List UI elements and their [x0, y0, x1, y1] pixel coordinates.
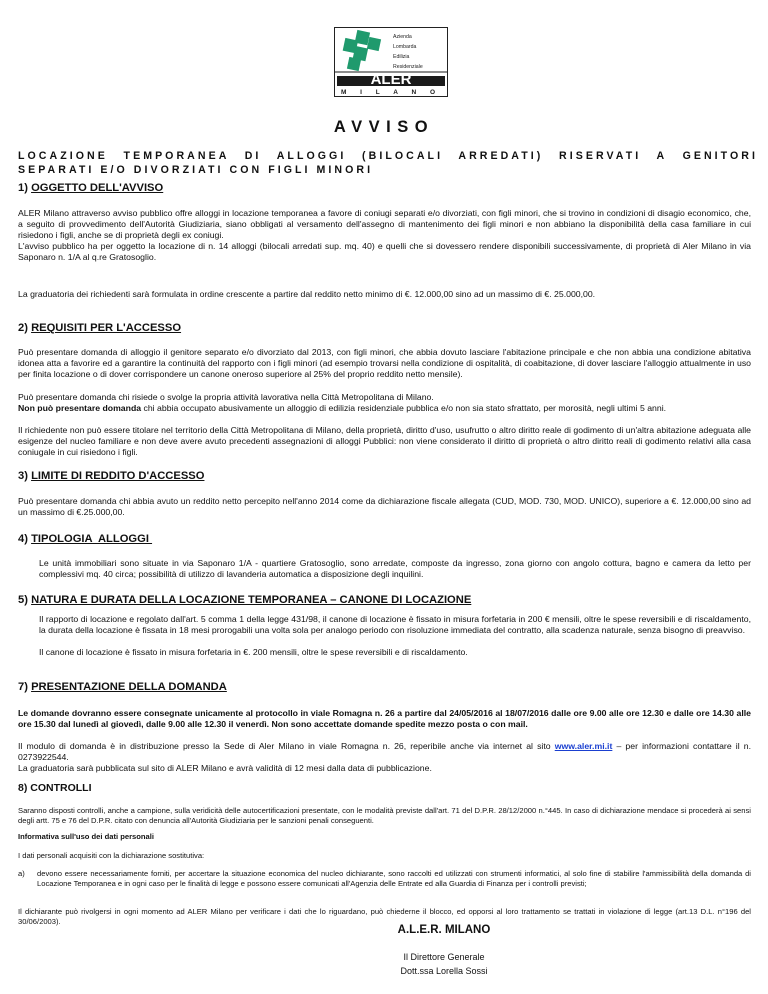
logo-line-3: Edilizia	[393, 54, 410, 60]
page-title: AVVISO	[333, 118, 435, 136]
section-4-title: TIPOLOGIA ALLOGGI	[31, 533, 153, 545]
logo-line-2: Lombarda	[393, 44, 417, 50]
section-8-title: CONTROLLI	[30, 782, 92, 794]
section-5-number: 5)	[18, 594, 28, 606]
section-7-paragraph-3: La graduatoria sarà pubblicata sul sito di ALER Milano e avrà validità di 12 mesi dalla data di pubblicazione.	[18, 763, 432, 773]
aler-logo	[334, 27, 448, 97]
section-2-paragraph-3-rest: chi abbia occupato abusivamente un alloggio di edilizia residenziale pubblica e/o non sia stato sfrattato, per morosità, negli ultimi 5 anni.	[141, 403, 667, 413]
signature-organization: A.L.E.R. MILANO	[397, 924, 491, 936]
section-8-number: 8)	[18, 782, 28, 794]
section-4-heading	[18, 533, 152, 545]
section-8-paragraph-2: I dati personali acquisiti con la dichiarazione sostitutiva:	[18, 851, 205, 860]
section-1-paragraph-2: L'avviso pubblico ha per oggetto la locazione di n. 14 alloggi (bilocali arredati sup. mq. 40) e quelli che si dovessero rendere disponibili successivamente, di proprietà di Aler Milano in via Saponaro n. 1/A al q.re Gratosoglio.	[18, 241, 751, 262]
signature-role: Il Direttore Generale	[403, 952, 485, 962]
section-2-title: REQUISITI PER L'ACCESSO	[31, 322, 182, 334]
section-5-paragraph-1: Il rapporto di locazione e regolato dall'art. 5 comma 1 della legge 431/98, il canone di locazione è fissato in misura forfetaria in 200 € mensili, oltre le spese reversibili e di riscaldamento, la durata della locazione è fissata in 18 mesi prorogabili una volta sola per analogo periodo con risoluzione immediata del contratto, alla scadenza naturale, senza bisogno di preavviso.	[39, 614, 751, 635]
section-7-paragraph-1-text: Le domande dovranno essere consegnate unicamente al protocollo in viale Romagna n. 26 a partire dal 24/05/2016 al 18/07/2016 dalle ore 9.00 alle ore 12.30 e dalle ore 14.30 alle ore 15.30 dal lunedì al giovedì, dalle 9.00 alle 12.30 il venerdì. Non sono accettate domande spedite mezzo posta o con mail.	[18, 708, 751, 729]
section-2-paragraph-2: Può presentare domanda chi risiede o svolge la propria attività lavorativa nella Città Metropolitana di Milano.	[18, 392, 434, 402]
logo-line-1: Azienda	[393, 34, 412, 40]
logo-line-4: Residenziale	[393, 64, 423, 70]
section-2-paragraph-4: Il richiedente non può essere titolare nel territorio della Città Metropolitana di Milano, della proprietà, diritto d'uso, usufrutto o altro diritto reale di godimento di un'altra abitazione adeguata alle esigenze del nucleo familiare e non deve avere avuto precedenti assegnazioni di alloggi Pubblici: non viene considerato il diritto di proprietà o altro diritto reali di godimento relativi alla casa coniugale in cui risiedono i figli.	[18, 425, 751, 457]
section-7-number: 7)	[18, 681, 28, 693]
section-2-paragraph-3	[18, 403, 751, 414]
section-8-list-item-a	[18, 869, 751, 889]
signature-name: Dott.ssa Lorella Sossi	[400, 966, 488, 976]
section-1-number: 1)	[18, 182, 28, 194]
list-item-a-text: devono essere necessariamente forniti, per accertare la situazione economica del nucleo dichiarante, sono raccolti ed utilizzati con strumenti informatici, al solo fine di stabilire l'ammissibilità della domanda di Locazione Temporanea e in ogni caso per le finalità di legge e possono essere comunicati all'Agenzia delle Entrate ed alla Guardia di Finanza per i controlli previsti;	[37, 869, 751, 888]
section-1-title: OGGETTO DELL'AVVISO	[31, 182, 164, 194]
section-2-paragraph-1: Può presentare domanda di alloggio il genitore separato e/o divorziato dal 2013, con figli minori, che abbia dovuto lasciare l'abitazione principale e che non abbia una condizione abitativa idonea atta a favorire ed a garantire la continuità del rapporto con i figli minori (ad esempio trovarsi nella condizione di ospitalità, di coabitazione, di dover lasciare l'alloggio attualmente in uso per finita locazione o di dover corrispondere un canone oneroso superiore al 25% del proprio reddito netto mensile).	[18, 347, 751, 379]
aler-logo-mark	[335, 28, 447, 96]
section-3-number: 3)	[18, 470, 28, 482]
logo-brand: ALER	[370, 71, 412, 88]
section-8-paragraph-1: Saranno disposti controlli, anche a campione, sulla veridicità delle autocertificazioni presentate, con le modalità previste dall'art. 71 del D.P.R. 28/12/2000 n.°445. In caso di dichiarazione mendace si procederà ai sensi degli artt. 75 e 76 del D.P.R. citato con denuncia all'Autorità Giudiziaria per le sanzioni penali conseguenti.	[18, 806, 751, 825]
section-2-heading	[18, 322, 181, 334]
page-subtitle: LOCAZIONE TEMPORANEA DI ALLOGGI (BILOCALI ARREDATI) RISERVATI A GENITORI SEPARATI E/O DIVORZIATI CON FIGLI MINORI	[18, 150, 758, 176]
section-7-heading	[18, 681, 227, 693]
privacy-notice-heading: Informativa sull'uso dei dati personali	[18, 832, 154, 841]
section-1-paragraph-1: ALER Milano attraverso avviso pubblico offre alloggi in locazione temporanea a favore di coniugi separati e/o divorziati, con figli minori, che si trovino in condizioni di disagio economico, che, a seguito di provvedimento dell'Autorità Giudiziaria, siano obbligati al versamento dell'assegno di mantenimento dei figli minori e non abbiano la disponibilità della casa familiare in cui risiedono i figli, anche se di proprietà degli ex coniugi.	[18, 208, 751, 240]
section-5-paragraph-2: Il canone di locazione è fissato in misura forfetaria in €. 200 mensili, oltre le spese reversibili e di riscaldamento.	[39, 647, 468, 657]
aler-website-link[interactable]: www.aler.mi.it	[554, 741, 613, 751]
section-2-number: 2)	[18, 322, 28, 334]
section-5-heading	[18, 594, 471, 606]
section-7-paragraph-2-a: Il modulo di domanda è in distribuzione presso la Sede di Aler Milano in viale Romagna n. 26, reperibile anche via internet al sito	[18, 741, 555, 751]
list-item-a-marker: a)	[18, 869, 25, 878]
section-8-paragraph-3: Il dichiarante può rivolgersi in ogni momento ad ALER Milano per verificare i dati che lo riguardano, può chiederne il blocco, ed opporsi al loro trattamento se trattati in violazione di legge (art.13 D.L. n°196 del 30/06/2003).	[18, 907, 751, 926]
section-2-paragraph-3-bold: Non può presentare domanda	[18, 403, 142, 413]
section-7-paragraph-1	[18, 708, 751, 730]
section-1-heading	[18, 182, 163, 194]
section-7-title: PRESENTAZIONE DELLA DOMANDA	[31, 681, 227, 693]
section-8-heading	[18, 782, 92, 794]
section-7-paragraph-2	[18, 741, 751, 763]
logo-city: M I L A N O	[340, 89, 442, 96]
section-7-paragraph-2-b: – per informazioni contattare il n. 0273922544.	[18, 741, 751, 762]
section-3-title: LIMITE DI REDDITO D'ACCESSO	[31, 470, 205, 482]
section-3-paragraph-1: Può presentare domanda chi abbia avuto un reddito netto percepito nell'anno 2014 come da dichiarazione fiscale allegata (CUD, MOD. 730, MOD. UNICO), superiore a €. 12.000,00 sino ad un massimo di €.25.000,00.	[18, 496, 751, 517]
section-1-paragraph-3: La graduatoria dei richiedenti sarà formulata in ordine crescente a partire dal reddito netto minimo di €. 12.000,00 sino ad un massimo di €. 25.000,00.	[18, 289, 596, 299]
section-5-title: NATURA E DURATA DELLA LOCAZIONE TEMPORANEA – CANONE DI LOCAZIONE	[31, 594, 472, 606]
section-3-heading	[18, 470, 204, 482]
section-4-number: 4)	[18, 533, 28, 545]
section-4-paragraph-1: Le unità immobiliari sono situate in via Saponaro 1/A - quartiere Gratosoglio, sono arredate, composte da ingresso, zona giorno con angolo cottura, bagno e camera da letto per complessivi mq. 40 circa; possibilità di utilizzo di lavanderia automatica a disposizione degli inquilini.	[39, 558, 751, 579]
